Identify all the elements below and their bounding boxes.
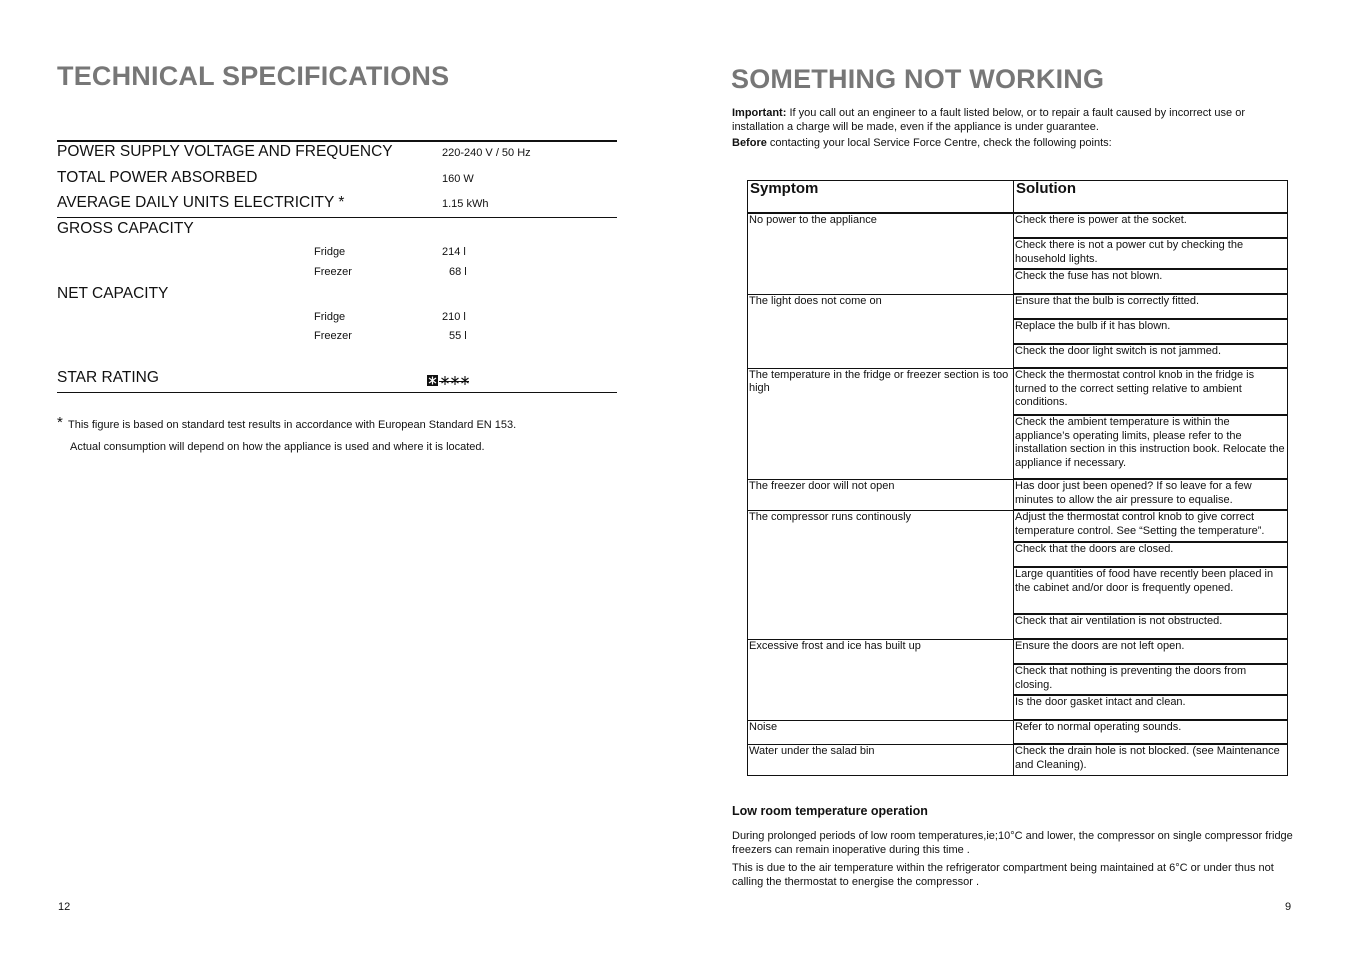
star-rating-label: STAR RATING [57,369,159,386]
symptom-cell: Excessive frost and ice has built up [748,639,1014,720]
spec-label-electricity: AVERAGE DAILY UNITS ELECTRICITY * [57,194,345,211]
symptom-cell: No power to the appliance [748,213,1014,294]
intro-before [732,136,1292,150]
header-solution: Solution [1014,181,1288,214]
solution-cell: Check the drain hole is not blocked. (see Maintenance and Cleaning). [1014,744,1288,776]
solution-cell: Large quantities of food have recently been placed in the cabinet and/or door is frequently opened. [1014,567,1288,614]
table-row [748,510,1288,542]
solution-cell: Check the fuse has not blown. [1014,269,1288,294]
low-temp-title: Low room temperature operation [732,804,928,818]
intro-before-label: Before [732,137,767,149]
spec-label-voltage: POWER SUPPLY VOLTAGE AND FREQUENCY [57,143,393,160]
intro-important [732,106,1292,134]
gross-capacity-label: GROSS CAPACITY [57,220,194,237]
table-row [748,368,1288,415]
solution-cell: Check the door light switch is not jammed. [1014,344,1288,368]
solution-cell: Ensure the doors are not left open. [1014,639,1288,664]
spec-value-voltage: 220-240 V / 50 Hz [442,147,531,159]
troubleshooting-table [747,180,1288,776]
symptom-cell: Water under the salad bin [748,744,1014,776]
low-temp-paragraph-2: This is due to the air temperature within the refrigerator compartment being maintained at 6°C or under thus not calling the thermostat to energise the compressor . [732,862,1274,888]
net-capacity-label: NET CAPACITY [57,285,169,302]
table-row [748,720,1288,744]
solution-cell: Check that the doors are closed. [1014,542,1288,567]
solution-cell: Adjust the thermostat control knob to give correct temperature control. See “Setting the temperature”. [1014,510,1288,542]
troubleshooting-title: SOMETHING NOT WORKING [731,64,1105,94]
left-page-number: 12 [58,901,71,913]
net-freezer-label: Freezer [314,330,352,342]
tech-spec-title: TECHNICAL SPECIFICATIONS [57,61,450,91]
net-freezer-value: 55 l [449,330,467,342]
net-fridge-label: Fridge [314,311,346,323]
low-temp-paragraph-1: During prolonged periods of low room temperatures,ie;10°C and lower, the compressor on single compressor fridge freezers can remain inoperative during this time . [732,830,1293,856]
intro-important-label: Important: [732,107,787,119]
spec-value-electricity: 1.15 kWh [442,198,489,210]
solution-cell: Check that nothing is preventing the doors from closing. [1014,664,1288,695]
solution-cell: Refer to normal operating sounds. [1014,720,1288,744]
solution-cell: Replace the bulb if it has blown. [1014,319,1288,344]
intro-important-text: If you call out an engineer to a fault listed below, or to repair a fault caused by incorrect use or installation a charge will be made, even if the appliance is under guarantee. [732,107,1245,133]
footnote-line-1: This figure is based on standard test results in accordance with European Standard EN 153. [68,419,517,431]
gross-fridge-label: Fridge [314,246,346,258]
table-header-row [748,181,1288,214]
right-page-number: 9 [1285,901,1292,913]
net-fridge-value: 210 l [442,311,466,323]
symptom-cell: The light does not come on [748,294,1014,368]
gross-freezer-value: 68 l [449,266,467,278]
table-row [748,294,1288,319]
gross-fridge-value: 214 l [442,246,466,258]
symptom-cell: The freezer door will not open [748,479,1014,510]
spec-bottom-rule [57,392,617,393]
table-row [748,744,1288,776]
four-star-freezer-icon [427,374,469,392]
solution-cell: Check that air ventilation is not obstructed. [1014,614,1288,639]
footnote-line-2: Actual consumption will depend on how the appliance is used and where it is located. [70,441,485,453]
table-row [748,639,1288,664]
spec-top-rule [57,140,617,142]
solution-cell: Has door just been opened? If so leave for a few minutes to allow the air pressure to equalise. [1014,479,1288,510]
spec-value-power: 160 W [442,173,474,185]
footnote-asterisk: * [57,414,63,431]
solution-cell: Ensure that the bulb is correctly fitted. [1014,294,1288,319]
symptom-cell: The temperature in the fridge or freezer section is too high [748,368,1014,479]
intro-text [732,106,1292,152]
symptom-cell: Noise [748,720,1014,744]
spec-divider-rule [57,217,617,218]
solution-cell: Check there is power at the socket. [1014,213,1288,238]
solution-cell: Check the ambient temperature is within the appliance’s operating limits, please refer to the installation section in this instruction book. Relocate the appliance if necessary. [1014,415,1288,479]
solution-cell: Check the thermostat control knob in the fridge is turned to the correct setting relative to ambient conditions. [1014,368,1288,415]
spec-label-power: TOTAL POWER ABSORBED [57,169,258,186]
table-row [748,213,1288,238]
solution-cell: Is the door gasket intact and clean. [1014,695,1288,720]
solution-cell: Check there is not a power cut by checking the household lights. [1014,238,1288,269]
table-body [748,213,1288,776]
header-symptom: Symptom [748,181,1014,214]
intro-before-text: contacting your local Service Force Centre, check the following points: [766,137,1112,149]
table-row [748,479,1288,510]
gross-freezer-label: Freezer [314,266,352,278]
symptom-cell: The compressor runs continously [748,510,1014,639]
